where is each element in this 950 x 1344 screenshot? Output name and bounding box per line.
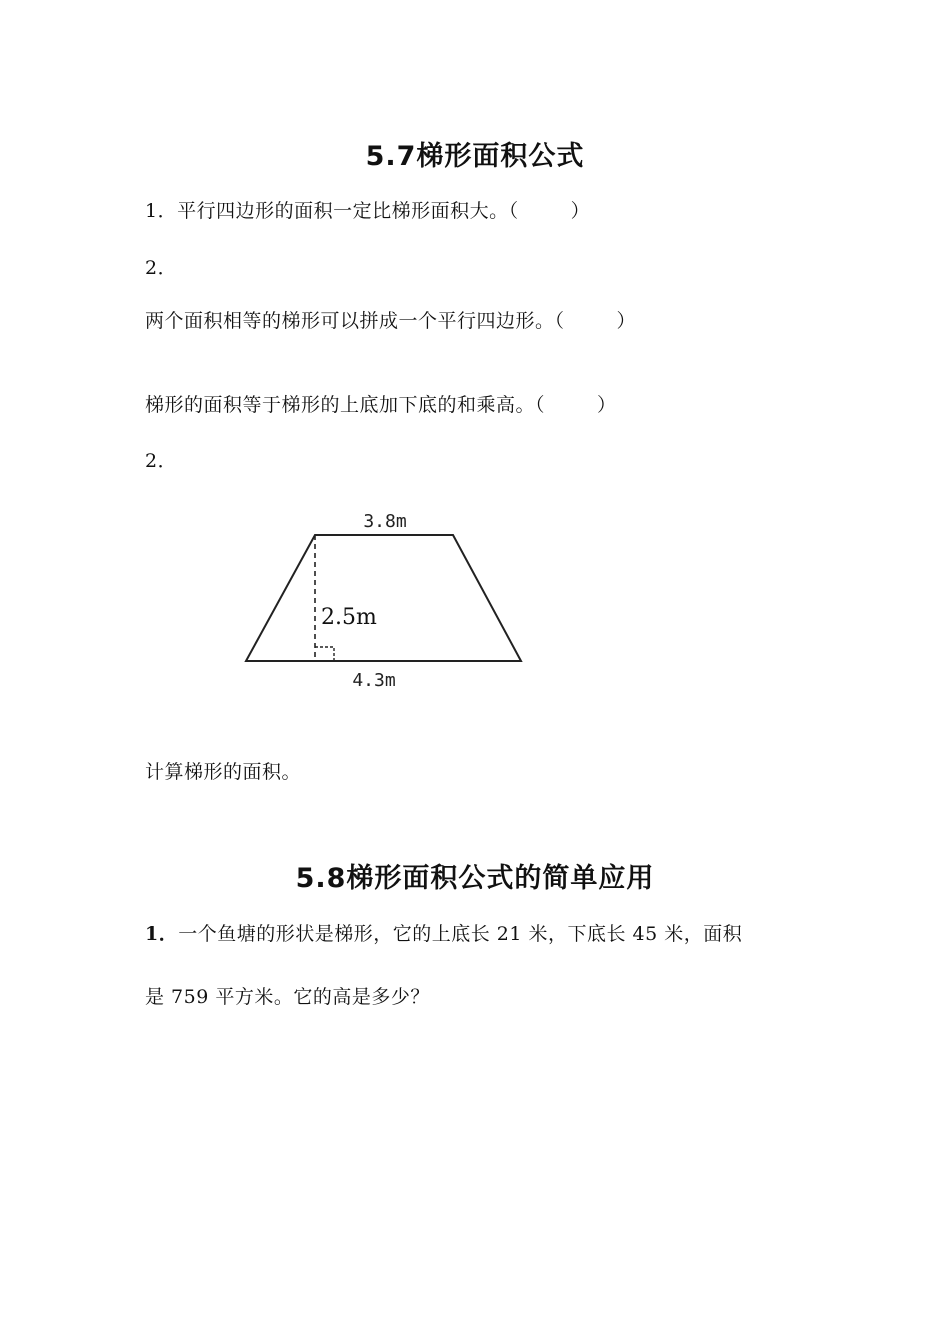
close-paren: ）: [616, 310, 637, 332]
question-2b: [145, 390, 617, 417]
question-text: 梯形的面积等于梯形的上底加下底的和乘高。（: [145, 394, 546, 416]
question-3-text: 计算梯形的面积。: [145, 761, 302, 783]
application-question-1-line-2: 是 759 平方米。它的高是多少？: [145, 986, 430, 1008]
section-title-5-7: 5.7梯形面积公式: [365, 141, 585, 172]
section-title-5-8: 5.8梯形面积公式的简单应用: [295, 863, 655, 894]
close-paren: ）: [597, 394, 617, 416]
question-number: 1．: [145, 200, 178, 222]
question-text: 平行四边形的面积一定比梯形面积大。（: [177, 200, 519, 222]
question-2-label: 2．: [145, 257, 178, 279]
question-2a: [145, 306, 636, 333]
question-1: [145, 196, 590, 223]
application-question-1-line-1: [145, 919, 742, 946]
top-base-label: 3.8m: [363, 511, 407, 532]
trapezoid-shape: [246, 535, 521, 661]
bottom-base-label: 4.3m: [352, 670, 396, 691]
height-label: 2.5m: [321, 605, 377, 630]
question-text: 两个面积相等的梯形可以拼成一个平行四边形。（: [145, 310, 565, 332]
close-paren: ）: [570, 200, 591, 222]
right-angle-mark: [315, 647, 334, 661]
trapezoid-figure: [230, 500, 540, 700]
question-text: 一个鱼塘的形状是梯形，它的上底长 21 米，下底长 45 米，面积: [178, 923, 743, 945]
question-number: 1．: [145, 923, 179, 945]
question-3-label: 2．: [145, 450, 178, 472]
